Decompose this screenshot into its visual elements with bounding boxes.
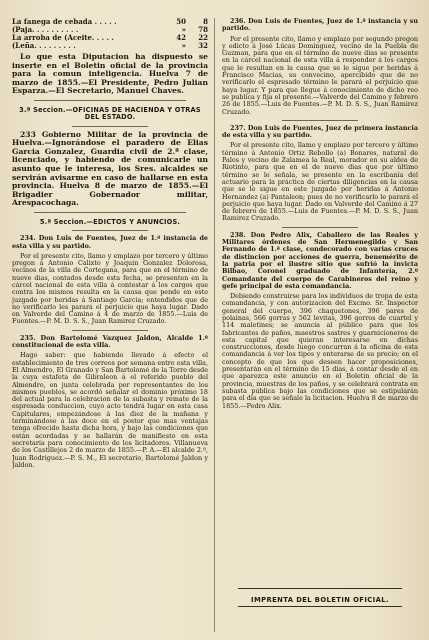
footer-rule-top: [238, 588, 402, 589]
price-item: La arroba de (Aceite. . . . .: [12, 33, 114, 42]
divider: [34, 212, 186, 213]
notice-238-body: Debiendo construirse para los individuos de tropa de esta comandancia, y con autorizacion del Excmo. Sr. Inspector general del cuerpo, 396 chaquetones, 396 pares de polainas, 566 gorras y 562 levitas, 396 gorros de cuartel y 114 maletines; se anuncia al público para que los fabricantes de paños, maestros sastres y guarnicioneros de esta capital que quieran interesarse en dichas construcciones, desde luego concurran á la oficina de esta comandancia á ver los tipos y enterarse de su precio; en el concepto de que los que deseen hacer proposiciones, presentarán en el término de 15 días, á contar desde el en que aparezca este anuncio en el Boletin oficial de la provincia, muestras de los paños, y se celebrará contrata en subasta pública bajo las condiciones que se estipularán para el dia que se señale la licitacion. Huelva 8 de marzo de 1855.—Pedro Alix.: [222, 292, 418, 410]
price-reales: 42: [176, 33, 186, 42]
price-maravedis: 32: [198, 41, 208, 50]
divider: [72, 230, 148, 231]
notice-236-title: 236. Don Luis de Fuentes, Juez de 1.ª instancia y su partido.: [222, 18, 418, 33]
section-5-heading: 5.ª Seccion.—EDICTOS Y ANUNCIOS.: [39, 217, 181, 226]
notice-237-body: Por el presente cito, llamo y emplazo por tercero y último término á Antonio Ortiz Rebollo (a) Bonares, natural de Palos y vecino de Zalamea la Real, morador en su aldea de Riotinto, para que en el de nueve dias que por último término se le señala, se presente en la escribanía del actuario para la práctica de ciertas diligencias en la causa que se le sigue en este juzgado por heridas á Antonio Hernandez (a) Pantaleon; pues de no verificarlo le parará el perjuicio que haya lugar. Dado en Valverde del Camino á 27 de febrero de 1855.—Luis de Fuentes.—P. M. D. S. S., Juan Ramirez Cruzado.: [222, 141, 418, 223]
price-maravedis: 78: [198, 25, 208, 34]
right-column: [222, 18, 418, 582]
price-table: [12, 18, 208, 50]
notice-234-title: 234. Don Luis de Fuentes, Juez de 1.ª instancia de esta villa y su partido.: [12, 234, 208, 250]
left-column: [12, 18, 208, 632]
divider: [282, 227, 358, 228]
price-reales: »: [181, 41, 186, 50]
price-item: (Paja. . . . . . . . . .: [12, 25, 79, 34]
notice-233: 233 Gobierno Militar de la provincia de Huelva.—Ignorándose el paradero de Elias Garcia Gonzalez, Guardia civil de 2.ª clase, licenciado, y habiendo de comunicarle un asunto que le interesa, los Sres. alcaldes se servirán avisarme en caso de hallarse en esta provincia. Huelva 8 de marzo de 1855.—El Brigadier Gobernador militar, Arespacochaga.: [12, 129, 208, 208]
price-row: [12, 42, 208, 50]
notice-235-title: 235. Don Bartolomé Vazquez Jaldon, Alcalde 1.º constitucional de esta villa.: [12, 333, 208, 350]
price-reales: 50: [176, 18, 186, 26]
divider: [282, 120, 358, 121]
divider: [72, 330, 148, 331]
footer-rule-bottom: [238, 606, 402, 607]
notice-237-title: 237. Don Luis de Fuentes, Juez de primera instancia de esta villa y su partido.: [222, 123, 418, 140]
price-maravedis: 22: [198, 33, 208, 42]
diputacion-notice: Lo que esta Diputacion ha dispuesto se inserte en el Boletin oficial de la provincia para la comun inteligencia. Huelva 7 de marzo de 1855.—El Presidente, Pedro Julian Esparza.—El Secretario, Manuel Chaves.: [12, 52, 208, 96]
divider: [34, 100, 186, 101]
column-rule: [214, 18, 215, 632]
price-item: La fanega de cebada . . . . .: [12, 18, 117, 26]
printer-imprint: IMPRENTA DEL BOLETIN OFICIAL.: [251, 596, 389, 604]
section-3-heading: 3.ª Seccion.—OFICINAS DE HACIENDA Y OTRAS DEL ESTADO.: [19, 105, 201, 122]
price-maravedis: 8: [203, 18, 208, 26]
notice-236-body: Por el presente cito, llamo y emplazo por segundo pregon y edicto á José Lúcas Dominguez, vecino de la Puebla de Guzman, para que en el término de nueve dias se presente en la cárcel nacional de esta villa á responder á los cargos que le resultan en la causa que se le sigue por heridas á Francisco Macias, su convecino, apercibido que de no verificarlo el espresado término le parará el perjuicio que haya lugar. Y para que llegue á conocimiento de dicho reo se publica y fija el presente.—Valverde del Camino y febrero 26 de 1855.—Luis de Fuentes.—P. M. D. S. S., Juan Ramirez Cruzado.: [222, 34, 418, 116]
notice-234-body: Por el presente cito, llamo y emplazo por tercero y último pregon á Antonio Calixto y Joaquin Gonzalez Dolorosa, vecinos de la villa de Cortegana, para que en el término de nueve dias, contados desde esta fecha, se presenten en la cárcel nacional de esta villa á contestar á los cargos que contra los mismos resulta en la causa que pende en este juzgado por heridas á Santiago Garcia; entendidos que de no verificarlo les parará el perjuicio que haya lugar. Dado en Valverde del Camino á 4 de marzo de 1855.—Luis de Fuentes.—P. M. D. S. S., Juan Ramirez Cruzado.: [12, 251, 208, 326]
divider: [72, 126, 148, 127]
notice-235-body: Hago saber: que habiendo llevado á efecto el establecimiento de tres correos por semana entre esta villa, El Almendro, El Granado y San Bartolomé de la Torre desde la cuya estafeta de Gibraleon á el referido pueblo del Almendro, en junta celebrada por representantes de los mismos pueblos, se acordó señalar el dominio próximo 18 del actual para la celebracion de la subasta y remate de la espresada conduccion, cuyo acto tendrá lugar en esta casa Capitulares, empezándose á las diez de la mañana y terminándose á las doce en el postor que mas ventajas tenga ofrecido hasta dicha hora, y bajo las condiciones que están acordadas y se hallarán de manifiesto en esta secretaría para conocimiento de los licitadores. Villanueva de los Castillejos 2 de marzo de 1855.—P. A.—El alcalde 2.º, Juan Rodriguez.—P. S. M., El secretario, Bartolomé Jaldon y Jaldon.: [12, 351, 208, 469]
notice-238-title: 238. Don Pedro Alix, Caballero de las Reales y Militares órdenes de San Hermenegildo y San Fernando de 1.ª clase, condecorado con varias cruces de distincion por acciones de guerra, benemérito de la patria por el ilustre sitio que sufrió la invicta Bilbao, Coronel graduado de Infantería, 2.º Comandante del cuerpo de Carabineros del reino y gefe principal de esta comandancia.: [222, 230, 418, 290]
price-item: (Leña. . . . . . . . .: [12, 41, 76, 50]
price-reales: »: [181, 25, 186, 34]
